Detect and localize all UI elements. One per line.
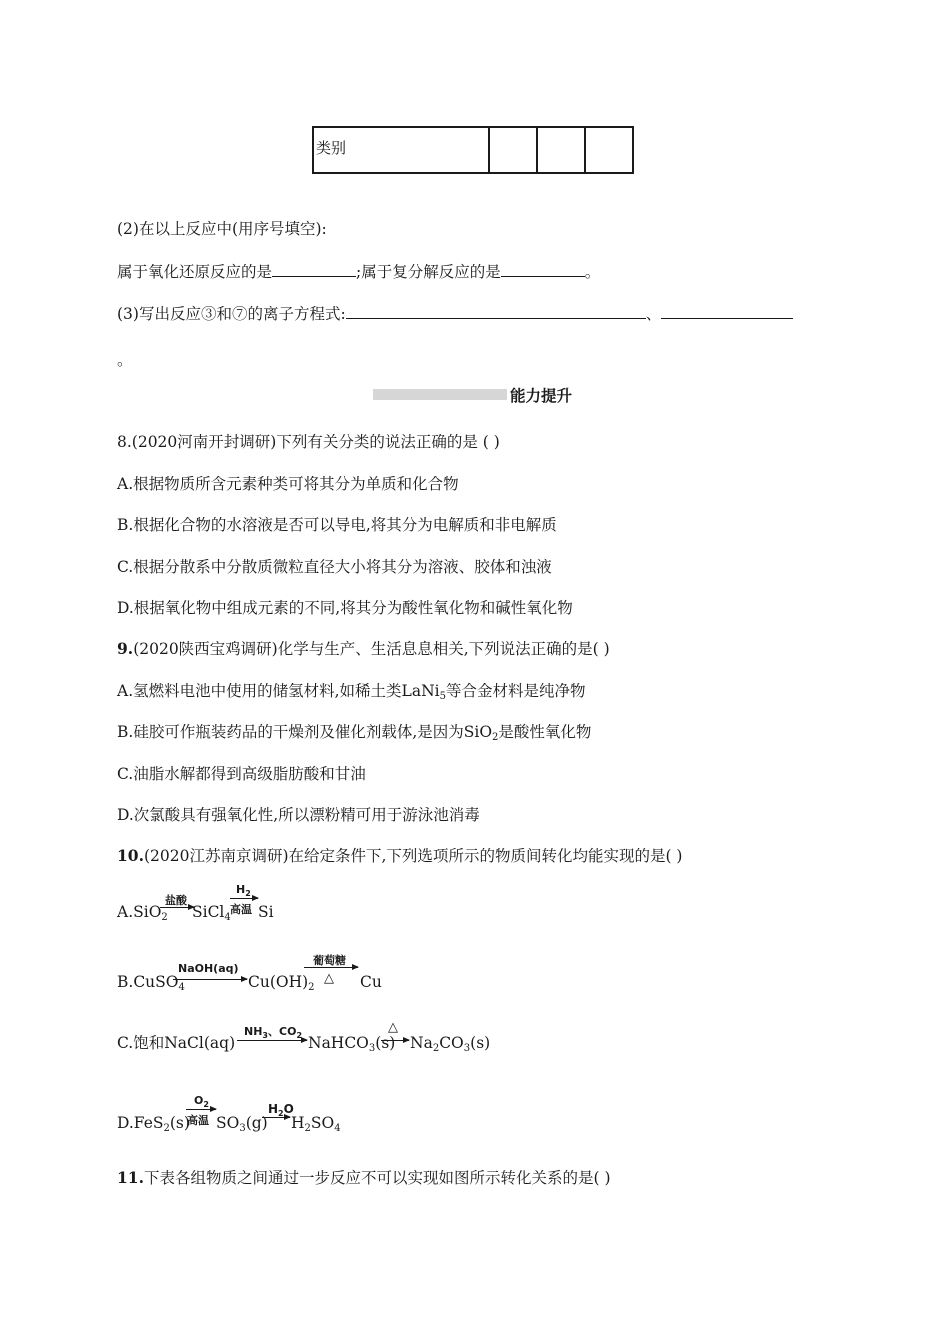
q7-part3-line bbox=[117, 302, 793, 324]
period: 。 bbox=[584, 263, 601, 281]
answer-blank[interactable] bbox=[661, 302, 793, 319]
section-title: 能力提升 bbox=[510, 387, 573, 405]
answer-blank[interactable] bbox=[346, 302, 646, 319]
q11-number: 11. bbox=[117, 1168, 144, 1187]
reaction-arrow bbox=[381, 1040, 409, 1041]
reaction-arrow bbox=[304, 967, 358, 968]
q7-part3-label: (3)写出反应③和⑦的离子方程式: bbox=[117, 305, 346, 323]
q11-stem bbox=[117, 1168, 611, 1188]
q9-stem bbox=[117, 639, 610, 659]
q8-stem: 8.(2020河南开封调研)下列有关分类的说法正确的是 ( ) bbox=[117, 433, 500, 451]
q9-stem-text: (2020陕西宝鸡调研)化学与生产、生活息息相关,下列说法正确的是( ) bbox=[133, 640, 610, 658]
q7-part3-end: 。 bbox=[117, 351, 133, 369]
section-header-bar bbox=[373, 389, 507, 400]
answer-blank[interactable] bbox=[272, 260, 356, 277]
q9-option-d: D.次氯酸具有强氧化性,所以漂粉精可用于游泳池消毒 bbox=[117, 806, 480, 824]
q8-option-d: D.根据氧化物中组成元素的不同,将其分为酸性氧化物和碱性氧化物 bbox=[117, 599, 573, 617]
q9-number: 9. bbox=[117, 639, 134, 658]
reaction-condition: $H_2O$ bbox=[268, 1102, 294, 1118]
reaction-condition: 高温 bbox=[187, 1114, 209, 1127]
category-table bbox=[312, 126, 634, 174]
table-cell bbox=[537, 127, 585, 173]
table-label-cell: 类别 bbox=[313, 127, 489, 173]
reaction-arrow bbox=[262, 1117, 290, 1118]
table-cell bbox=[489, 127, 537, 173]
q7-redox-label: 属于氧化还原反应的是 bbox=[117, 263, 273, 281]
reaction-condition: 盐酸 bbox=[165, 894, 187, 907]
reaction-arrow bbox=[186, 1109, 216, 1110]
reaction-condition: $NH_3$、$CO_2$ bbox=[244, 1025, 303, 1040]
q8-option-a: A.根据物质所含元素种类可将其分为单质和化合物 bbox=[117, 475, 459, 493]
q7-metathesis-label: ;属于复分解反应的是 bbox=[356, 263, 501, 281]
reaction-arrow bbox=[173, 979, 247, 980]
reaction-condition: $H_2$ bbox=[236, 883, 251, 898]
heat-symbol: △ bbox=[388, 1020, 398, 1035]
q10-number: 10. bbox=[117, 846, 144, 865]
q11-stem-text: 下表各组物质之间通过一步反应不可以实现如图所示转化关系的是( ) bbox=[143, 1169, 611, 1187]
answer-blank[interactable] bbox=[501, 260, 585, 277]
separator: 、 bbox=[645, 305, 662, 323]
q8-option-c: C.根据分散系中分散质微粒直径大小将其分为溶液、胶体和浊液 bbox=[117, 558, 552, 576]
reaction-arrow bbox=[160, 907, 194, 908]
q9-option-c: C.油脂水解都得到高级脂肪酸和甘油 bbox=[117, 765, 366, 783]
q8-option-b: B.根据化合物的水溶液是否可以导电,将其分为电解质和非电解质 bbox=[117, 516, 557, 534]
reaction-condition: 葡萄糖 bbox=[313, 954, 346, 967]
reaction-arrow bbox=[230, 898, 258, 899]
q9-option-a: A.氢燃料电池中使用的储氢材料,如稀土类LaNi$_5$等合金材料是纯净物 bbox=[117, 682, 586, 702]
q7-part2-answer-line bbox=[117, 260, 600, 282]
heat-symbol: △ bbox=[324, 971, 334, 986]
q9-option-b: B.硅胶可作瓶装药品的干燥剂及催化剂载体,是因为SiO$_2$是酸性氧化物 bbox=[117, 723, 592, 743]
q7-part2-intro: (2)在以上反应中(用序号填空): bbox=[117, 220, 327, 238]
table-cell bbox=[585, 127, 633, 173]
reaction-condition: $O_2$ bbox=[194, 1094, 209, 1109]
q10-stem-text: (2020江苏南京调研)在给定条件下,下列选项所示的物质间转化均能实现的是( ) bbox=[143, 847, 683, 865]
reaction-condition: NaOH(aq) bbox=[178, 962, 239, 975]
reaction-condition: 高温 bbox=[230, 903, 252, 916]
q10-stem bbox=[117, 846, 682, 866]
reaction-arrow bbox=[237, 1040, 307, 1041]
